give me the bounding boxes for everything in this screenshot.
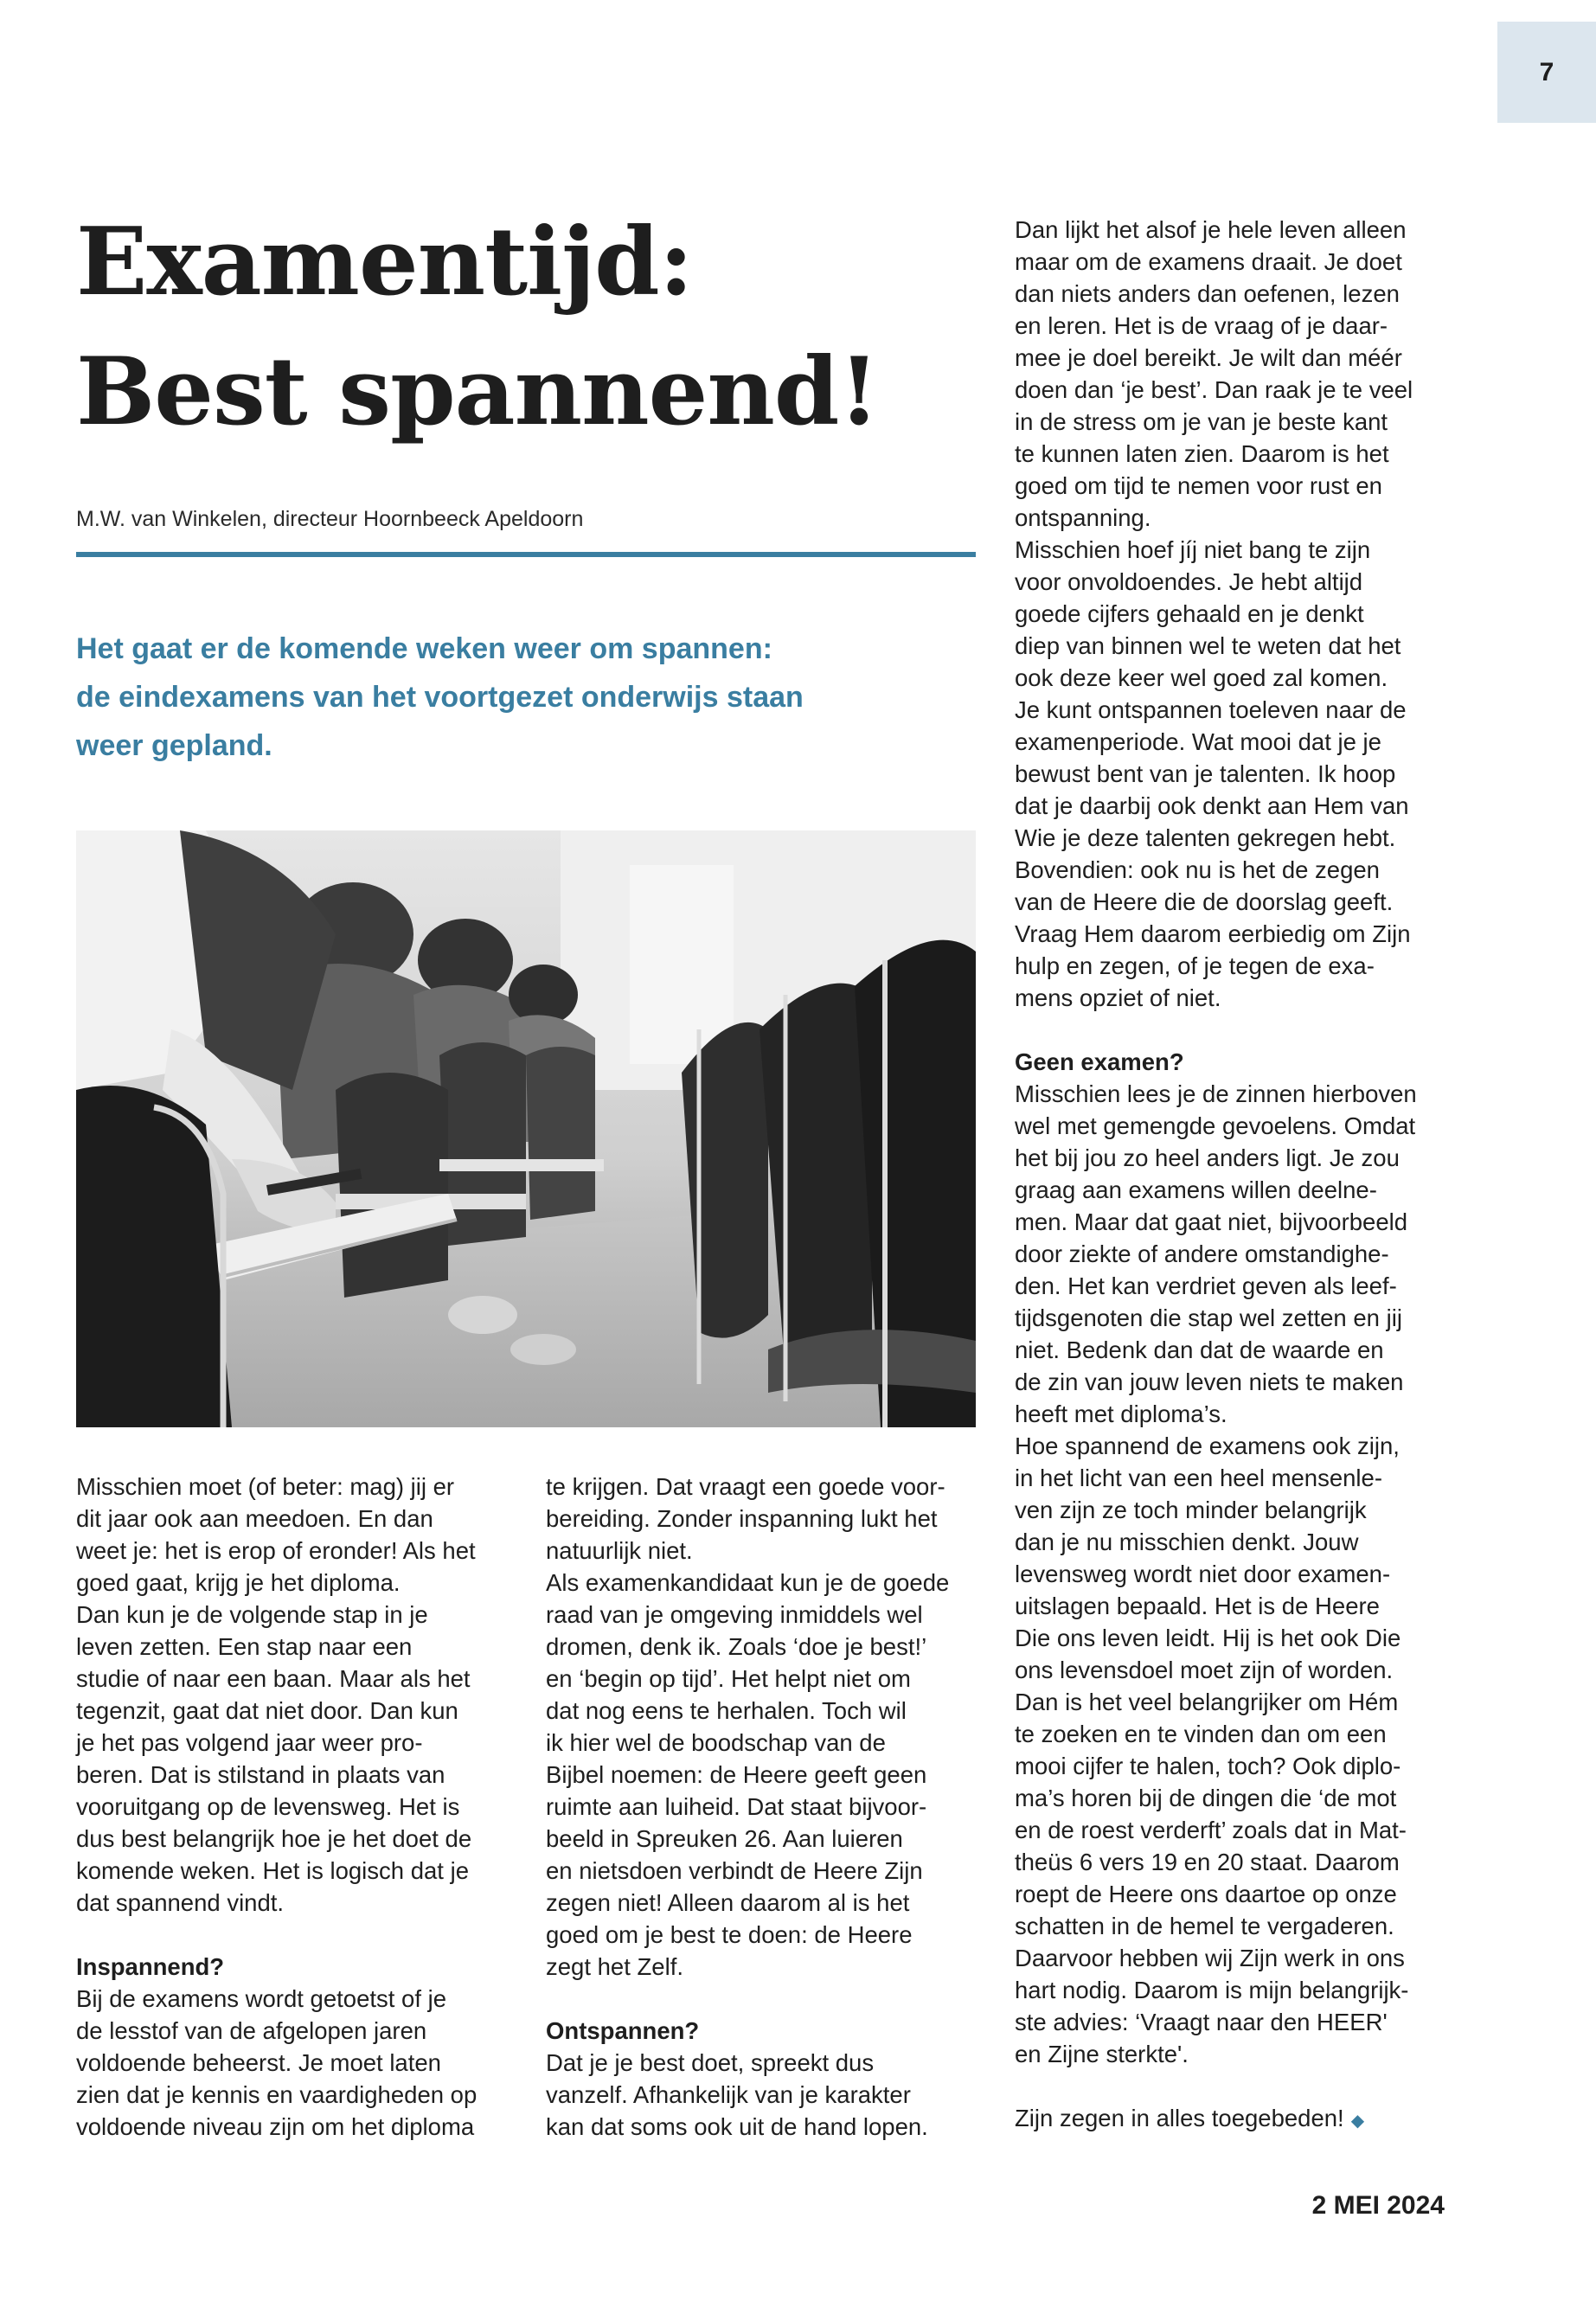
text-line: bewust bent van je talenten. Ik hoop [1015, 760, 1396, 787]
text-line: Dan is het veel belangrijker om Hém [1015, 1689, 1399, 1715]
text-line: voldoende niveau zijn om het diploma [76, 2113, 475, 2140]
text-line: dit jaar ook aan meedoen. En dan [76, 1505, 433, 1532]
text-line: het bij jou zo heel anders ligt. Je zou [1015, 1144, 1400, 1171]
title-line-1: Examentijd: [76, 208, 693, 317]
page-number-tab [1497, 22, 1596, 123]
text-line: dat spannend vindt. [76, 1889, 285, 1916]
text-line: de zin van jouw leven niets te maken [1015, 1368, 1404, 1395]
paragraph-gap [76, 1919, 517, 1951]
text-line: mooi cijfer te halen, toch? Ook diplo- [1015, 1753, 1401, 1779]
text-line: in het licht van een heel mensenle- [1015, 1465, 1382, 1491]
text-line: Bijbel noemen: de Heere geeft geen [546, 1761, 927, 1788]
text-line: komende weken. Het is logisch dat je [76, 1857, 469, 1884]
text-line: dat nog eens te herhalen. Toch wil [546, 1697, 907, 1724]
text-line: goede cijfers gehaald en je denkt [1015, 600, 1364, 627]
text-line: beren. Dat is stilstand in plaats van [76, 1761, 445, 1788]
text-line: bereiding. Zonder inspanning lukt het [546, 1505, 938, 1532]
text-line: te krijgen. Dat vraagt een goede voor- [546, 1473, 945, 1500]
text-line: niet. Bedenk dan dat de waarde en [1015, 1336, 1384, 1363]
text-line: leven zetten. Een stap naar een [76, 1633, 413, 1660]
text-line: raad van je omgeving inmiddels wel [546, 1601, 923, 1628]
text-line: tegenzit, gaat dat niet door. Dan kun [76, 1697, 458, 1724]
text-line: voldoende beheerst. Je moet laten [76, 2049, 441, 2076]
section-heading-inspannend: Inspannend? [76, 1953, 225, 1980]
text-line: uitslagen bepaald. Het is de Heere [1015, 1593, 1380, 1619]
text-line: dat je daarbij ook denkt aan Hem van [1015, 792, 1409, 819]
page-number: 7 [1539, 57, 1554, 87]
issue-date: 2 MEI 2024 [1311, 2191, 1445, 2220]
title-divider [76, 552, 976, 557]
text-line: door ziekte of andere omstandighe- [1015, 1240, 1389, 1267]
intro-lead [76, 625, 976, 770]
text-line: ven zijn ze toch minder belangrijk [1015, 1497, 1367, 1523]
text-line: ste advies: ‘Vraagt naar den HEER' [1015, 2009, 1388, 2035]
text-line: Die ons leven leidt. Hij is het ook Die [1015, 1625, 1401, 1651]
article-column-2 [546, 1471, 987, 2143]
exam-hall-photo [76, 830, 976, 1427]
text-line: te kunnen laten zien. Daarom is het [1015, 440, 1389, 467]
intro-line: weer gepland. [76, 729, 272, 762]
closing-line [1015, 2102, 1465, 2134]
text-line: tijdsgenoten die stap wel zetten en jij [1015, 1304, 1402, 1331]
text-line: en nietsdoen verbindt de Heere Zijn [546, 1857, 923, 1884]
text-line: dan je nu misschien denkt. Jouw [1015, 1529, 1359, 1555]
text-line: zegt het Zelf. [546, 1953, 683, 1980]
text-line: dus best belangrijk hoe je het doet de [76, 1825, 472, 1852]
text-line: graag aan examens willen deelne- [1015, 1176, 1377, 1203]
text-line: ik hier wel de boodschap van de [546, 1729, 886, 1756]
text-line: natuurlijk niet. [546, 1537, 693, 1564]
text-line: en Zijne sterkte'. [1015, 2041, 1189, 2067]
article-column-3 [1015, 214, 1465, 2134]
author-byline: M.W. van Winkelen, directeur Hoornbeeck Apeldoorn [76, 507, 584, 531]
text-line: in de stress om je van je beste kant [1015, 408, 1388, 435]
text-line: den. Het kan verdriet geven als leef- [1015, 1272, 1397, 1299]
text-line: Misschien hoef jíj niet bang te zijn [1015, 536, 1371, 563]
text-line: Misschien moet (of beter: mag) jij er [76, 1473, 455, 1500]
text-line: Bovendien: ook nu is het de zegen [1015, 856, 1380, 883]
text-line: Bij de examens wordt getoetst of je [76, 1985, 447, 2012]
text-line: mens opziet of niet. [1015, 984, 1221, 1011]
text-line: goed gaat, krijg je het diploma. [76, 1569, 401, 1596]
end-diamond-icon: ◆ [1350, 2112, 1365, 2131]
text-line: mee je doel bereikt. Je wilt dan méér [1015, 344, 1402, 371]
exam-hall-photo-icon [76, 830, 976, 1427]
text-line: schatten in de hemel te vergaderen. [1015, 1913, 1394, 1939]
section-heading-ontspannen: Ontspannen? [546, 2017, 700, 2044]
article-title [76, 197, 976, 457]
text-line: roept de Heere ons daartoe op onze [1015, 1881, 1397, 1907]
text-line: ook deze keer wel goed zal komen. [1015, 664, 1388, 691]
text-line: Als examenkandidaat kun je de goede [546, 1569, 950, 1596]
text-line: ons levensdoel moet zijn of worden. [1015, 1657, 1394, 1683]
text-line: zien dat je kennis en vaardigheden op [76, 2081, 478, 2108]
text-line: Hoe spannend de examens ook zijn, [1015, 1433, 1400, 1459]
text-line: ontspanning. [1015, 504, 1151, 531]
text-line: dan niets anders dan oefenen, lezen [1015, 280, 1400, 307]
text-line: dromen, denk ik. Zoals ‘doe je best!’ [546, 1633, 927, 1660]
text-line: Dat je je best doet, spreekt dus [546, 2049, 875, 2076]
article-column-1 [76, 1471, 517, 2143]
text-line: beeld in Spreuken 26. Aan luieren [546, 1825, 903, 1852]
text-line: Vraag Hem daarom eerbiedig om Zijn [1015, 920, 1411, 947]
text-line: maar om de examens draait. Je doet [1015, 248, 1402, 275]
text-line: Daarvoor hebben wij Zijn werk in ons [1015, 1945, 1405, 1971]
text-line: goed om tijd te nemen voor rust en [1015, 472, 1382, 499]
paragraph-gap [1015, 2070, 1465, 2102]
text-line: Je kunt ontspannen toeleven naar de [1015, 696, 1407, 723]
text-line: hart nodig. Daarom is mijn belangrijk- [1015, 1977, 1409, 2003]
text-line: en ‘begin op tijd’. Het helpt niet om [546, 1665, 911, 1692]
text-line: theüs 6 vers 19 en 20 staat. Daarom [1015, 1849, 1400, 1875]
text-line: heeft met diploma’s. [1015, 1400, 1227, 1427]
text-line: zegen niet! Alleen daarom al is het [546, 1889, 910, 1916]
text-line: kan dat soms ook uit de hand lopen. [546, 2113, 928, 2140]
text-line: de lesstof van de afgelopen jaren [76, 2017, 427, 2044]
title-line-2: Best spannend! [76, 337, 879, 446]
text-line: te zoeken en te vinden dan om een [1015, 1721, 1387, 1747]
text-line: studie of naar een baan. Maar als het [76, 1665, 471, 1692]
text-line: examenperiode. Wat mooi dat je je [1015, 728, 1381, 755]
text-line: levensweg wordt niet door examen- [1015, 1561, 1391, 1587]
text-line: ruimte aan luiheid. Dat staat bijvoor- [546, 1793, 927, 1820]
text-line: je het pas volgend jaar weer pro- [76, 1729, 423, 1756]
text-line: diep van binnen wel te weten dat het [1015, 632, 1401, 659]
section-heading-geen-examen: Geen examen? [1015, 1048, 1184, 1075]
intro-line: de eindexamens van het voortgezet onderwijs staan [76, 681, 804, 714]
text-line: vanzelf. Afhankelijk van je karakter [546, 2081, 911, 2108]
text-line: van de Heere die de doorslag geeft. [1015, 888, 1394, 915]
text-line: men. Maar dat gaat niet, bijvoorbeeld [1015, 1208, 1408, 1235]
text-line: wel met gemengde gevoelens. Omdat [1015, 1112, 1416, 1139]
text-line: voor onvoldoendes. Je hebt altijd [1015, 568, 1363, 595]
text-line: en leren. Het is de vraag of je daar- [1015, 312, 1388, 339]
text-line: Dan lijkt het alsof je hele leven alleen [1015, 216, 1407, 243]
text-line: weet je: het is erop of eronder! Als het [76, 1537, 476, 1564]
closing-text: Zijn zegen in alles toegebeden! [1015, 2105, 1344, 2131]
paragraph-gap [1015, 1014, 1465, 1046]
text-line: Dan kun je de volgende stap in je [76, 1601, 428, 1628]
text-line: ma’s horen bij de dingen die ‘de mot [1015, 1785, 1397, 1811]
text-line: goed om je best te doen: de Heere [546, 1921, 913, 1948]
text-line: Wie je deze talenten gekregen hebt. [1015, 824, 1396, 851]
paragraph-gap [546, 1983, 987, 2015]
text-line: hulp en zegen, of je tegen de exa- [1015, 952, 1375, 979]
text-line: Misschien lees je de zinnen hierboven [1015, 1080, 1417, 1107]
text-line: vooruitgang op de levensweg. Het is [76, 1793, 460, 1820]
intro-line: Het gaat er de komende weken weer om spannen: [76, 632, 772, 665]
text-line: doen dan ‘je best’. Dan raak je te veel [1015, 376, 1413, 403]
text-line: en de roest verderft’ zoals dat in Mat- [1015, 1817, 1407, 1843]
